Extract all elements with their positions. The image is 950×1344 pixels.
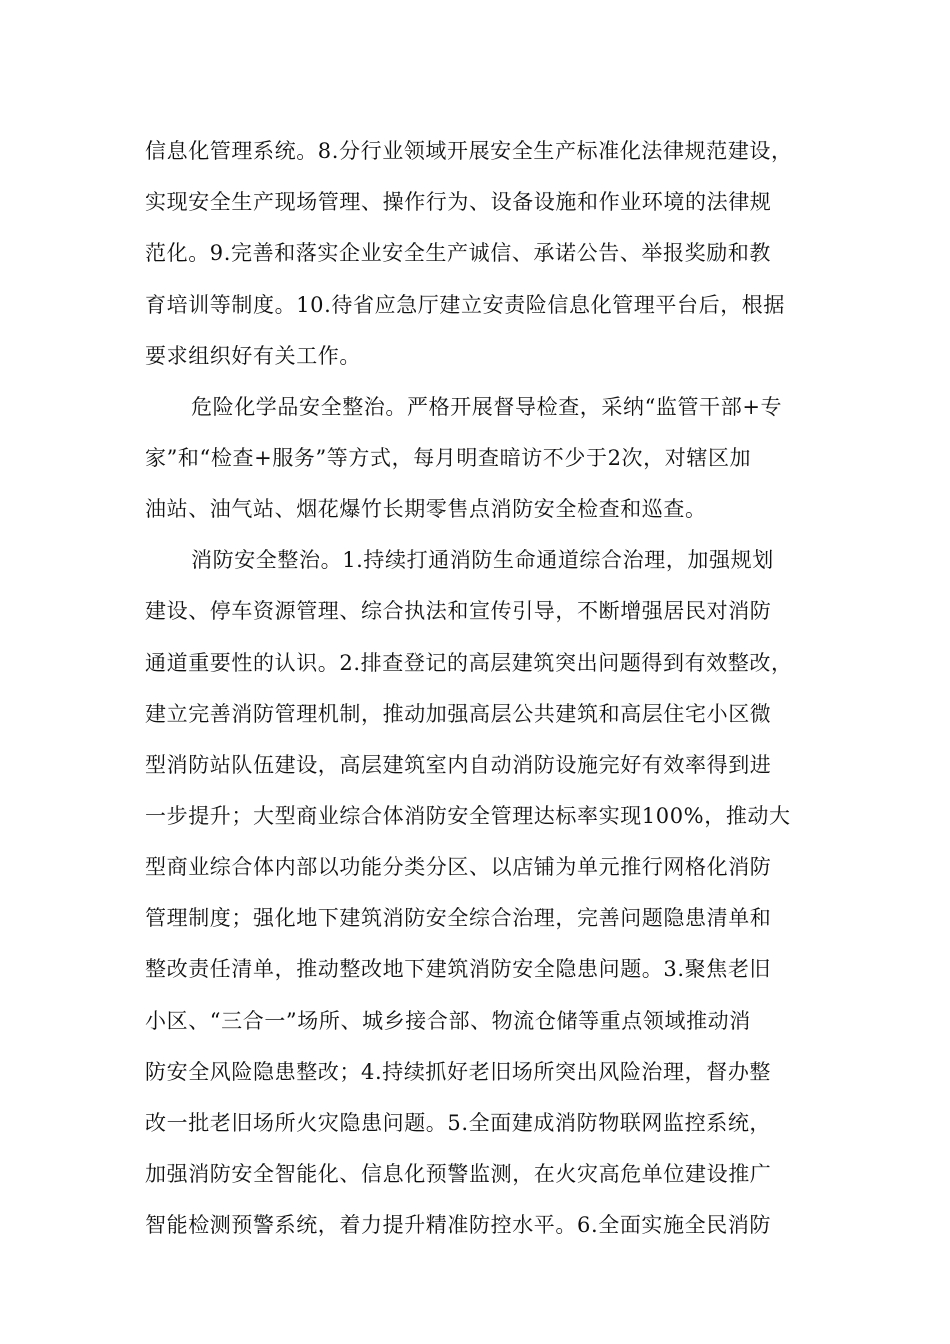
text-line-7: 家”和“检查+服务”等方式，每月明查暗访不少于2次，对辖区加 — [145, 446, 752, 470]
text-line-14: 一步提升；大型商业综合体消防安全管理达标率实现100%，推动大 — [145, 804, 791, 828]
text-line-8: 油站、油气站、烟花爆竹长期零售点消防安全检查和巡查。 — [145, 497, 707, 521]
text-line-4: 育培训等制度。10.待省应急厅建立安责险信息化管理平台后，根据 — [145, 293, 785, 317]
text-line-22: 智能检测预警系统，着力提升精准防控水平。6.全面实施全民消防 — [145, 1213, 772, 1237]
text-line-13: 型消防站队伍建设，高层建筑室内自动消防设施完好有效率得到进 — [145, 753, 772, 777]
text-line-12: 建立完善消防管理机制，推动加强高层公共建筑和高层住宅小区微 — [145, 702, 772, 726]
text-line-19: 防安全风险隐患整改；4.持续抓好老旧场所突出风险治理，督办整 — [145, 1060, 772, 1084]
text-line-10: 建设、停车资源管理、综合执法和宣传引导，不断增强居民对消防 — [145, 599, 772, 623]
text-line-16: 管理制度；强化地下建筑消防安全综合治理，完善问题隐患清单和 — [145, 906, 772, 930]
paragraph-hazardous-chemicals-start: 危险化学品安全整治。严格开展督导检查，采纳“监管干部+专 — [191, 395, 783, 419]
paragraph-fire-safety-start: 消防安全整治。1.持续打通消防生命通道综合治理，加强规划 — [191, 548, 774, 572]
text-line-11: 通道重要性的认识。2.排查登记的高层建筑突出问题得到有效整改， — [145, 651, 793, 675]
text-line-17: 整改责任清单，推动整改地下建筑消防安全隐患问题。3.聚焦老旧 — [145, 957, 772, 981]
text-line-3: 范化。9.完善和落实企业安全生产诚信、承诺公告、举报奖励和教 — [145, 241, 772, 265]
text-line-15: 型商业综合体内部以功能分类分区、以店铺为单元推行网格化消防 — [145, 855, 772, 879]
text-line-20: 改一批老旧场所火灾隐患问题。5.全面建成消防物联网监控系统， — [145, 1111, 772, 1135]
text-line-2: 实现安全生产现场管理、操作行为、设备设施和作业环境的法律规 — [145, 190, 772, 214]
text-line-5: 要求组织好有关工作。 — [145, 344, 361, 368]
text-line-18: 小区、“三合一”场所、城乡接合部、物流仓储等重点领域推动消 — [145, 1009, 751, 1033]
text-line-21: 加强消防安全智能化、信息化预警监测，在火灾高危单位建设推广 — [145, 1162, 772, 1186]
text-line-1: 信息化管理系统。8.分行业领域开展安全生产标准化法律规范建设， — [145, 139, 793, 163]
